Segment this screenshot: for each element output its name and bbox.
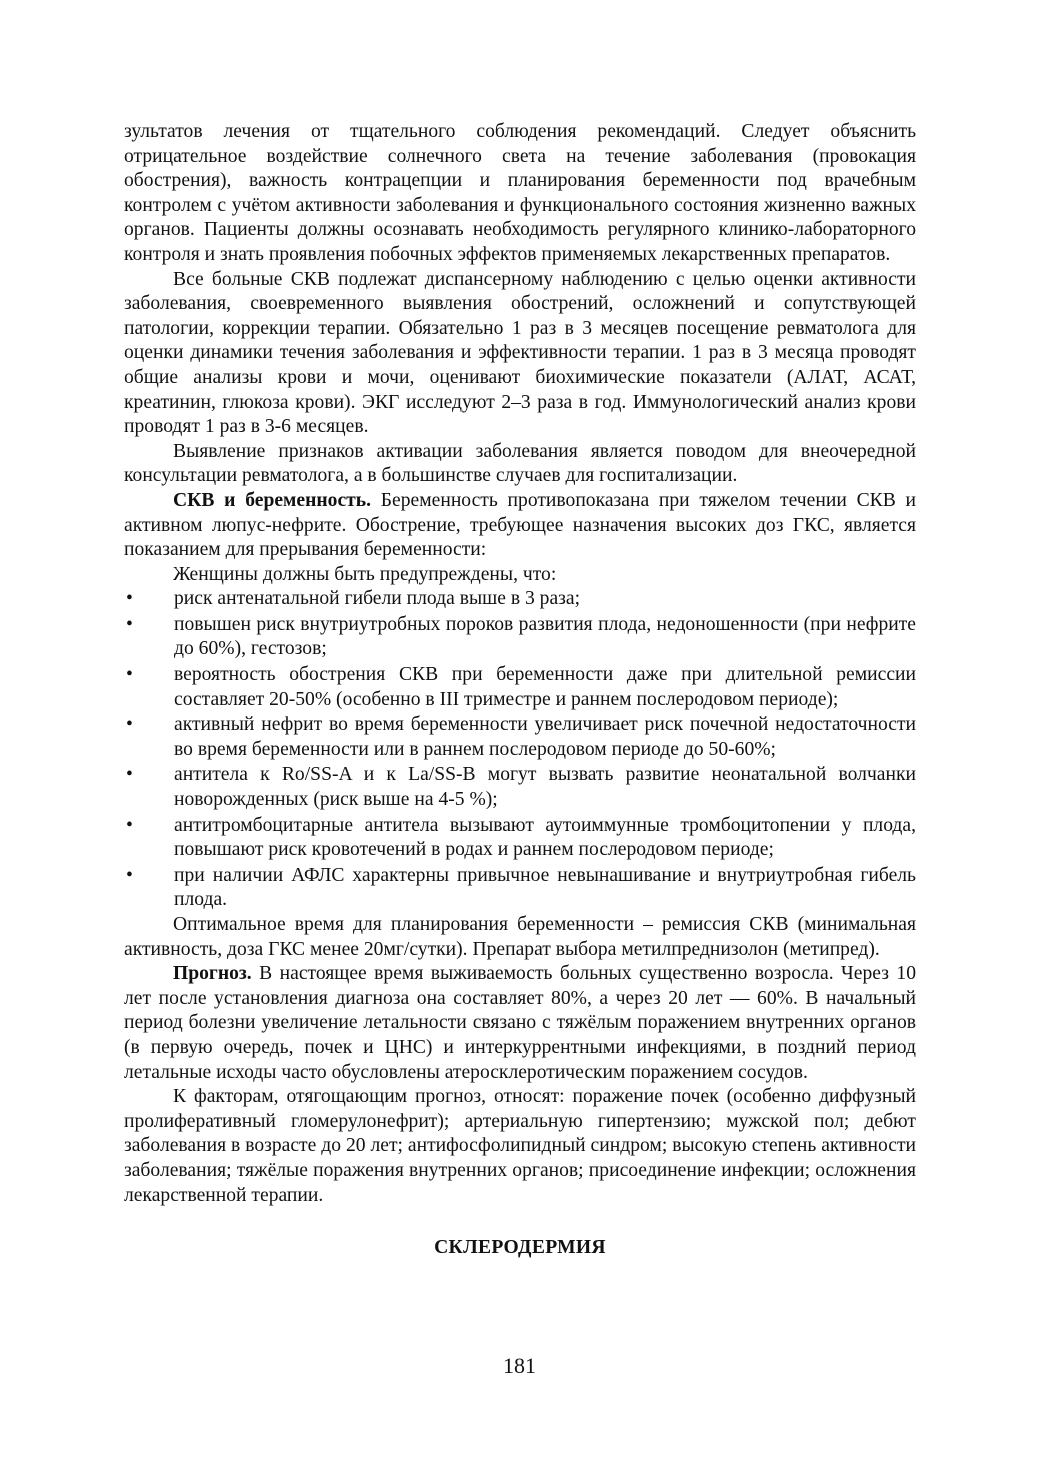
bullet-icon: • [126, 764, 133, 786]
pregnancy-text: Беременность противопоказана при тяжелом течении СКВ и активном люпус-нефрите. Обострение, требующее назначения высоких доз ГКС, является показанием для прерывания беременности: [124, 489, 917, 561]
paragraph-risk-factors: К факторам, отягощающим прогноз, относят: поражение почек (особенно диффузный пролиферативный гломерулонефрит); артериальную гипертензию; мужской пол; дебют заболевания в возрасте до 20 лет; антифосфолипидный синдром; высокую степень активности заболевания; тяжёлые поражения внутренних органов; присоединение инфекции; осложнения лекарственной терапии. [124, 1086, 916, 1206]
page-body [124, 120, 916, 1261]
list-item-text: активный нефрит во время беременности увеличивает риск почечной недостаточности во время беременности или в раннем послеродовом периоде до 50-60%; [174, 714, 916, 760]
paragraph-pregnancy [124, 489, 916, 563]
list-item-text: повышен риск внутриутробных пороков развития плода, недоношенности (при нефрите до 60%), гестозов; [174, 613, 916, 660]
list-item [124, 613, 916, 662]
list-item-text: при наличии АФЛС характерны привычное невынашивание и внутриутробная гибель плода. [174, 864, 916, 911]
prognosis-heading: Прогноз. [173, 963, 252, 985]
prognosis-text: В настоящее время выживаемость больных существенно возросла. Через 10 лет после установления диагноза она составляет 80%, а через 20 лет — 60%. В начальный период болезни увеличение летальности связано с тяжёлым поражением внутренних органов (в первую очередь, почек и ЦНС) и интеркуррентными инфекциями, в поздний период летальные исходы часто обусловлены атеросклеротическим поражением сосудов. [124, 963, 916, 1083]
paragraph-activation: Выявление признаков активации заболевания является поводом для внеочередной консультации ревматолога, а в большинстве случаев для госпитализации. [124, 440, 916, 487]
list-item [124, 587, 916, 612]
page-number: 181 [503, 1353, 536, 1378]
section-title: СКЛЕРОДЕРМИЯ [434, 1237, 606, 1259]
list-item-text: вероятность обострения СКВ при беременности даже при длительной ремиссии составляет 20-50% (особенно в III триместре и раннем послеродовом периоде); [174, 664, 916, 710]
paragraph-continuation: зультатов лечения от тщательного соблюдения рекомендаций. Следует объяснить отрицательное воздействие солнечного света на течение заболевания (провокация обострения), важность контрацепции и планирования беременности под врачебным контролем с учётом активности заболевания и функционального состояния жизненно важных органов. Пациенты должны осознавать необходимость регулярного клинико-лабораторного контроля и знать проявления побочных эффектов применяемых лекарственных препаратов. [124, 121, 916, 265]
bullet-icon: • [126, 588, 133, 610]
list-item-text: антитромбоцитарные антитела вызывают аутоиммунные тромбоцитопении у плода, повышают риск кровотечений в родах и раннем послеродовом периоде; [174, 814, 916, 861]
paragraph-dispensary: Все больные СКВ подлежат диспансерному наблюдению с целью оценки активности заболевания, своевременного выявления обострений, осложнений и сопутствующей патологии, коррекции терапии. Обязательно 1 раз в 3 месяцев посещение ревматолога для оценки динамики течения заболевания и эффективности терапии. 1 раз в 3 месяца проводят общие анализы крови и мочи, оценивают биохимические показатели (АЛАТ, АСАТ, креатинин, глюкоза крови). ЭКГ исследуют 2–3 раза в год. Иммунологический анализ крови проводят 1 раз в 3-6 месяцев. [124, 268, 916, 438]
bullet-icon: • [126, 714, 133, 736]
paragraph-optimal-time: Оптимальное время для планирования беременности – ремиссия СКВ (минимальная активность, доза ГКС менее 20мг/сутки). Препарат выбора метилпреднизолон (метипред). [124, 914, 916, 960]
paragraph-prognosis [124, 962, 916, 1085]
pregnancy-heading: СКВ и беременность. [173, 489, 372, 511]
bullet-icon: • [126, 613, 133, 635]
list-item [124, 814, 916, 863]
bullet-icon: • [126, 864, 133, 886]
list-item [124, 763, 916, 812]
risk-list [124, 587, 916, 913]
list-item [124, 663, 916, 712]
paragraph-warning-intro: Женщины должны быть предупреждены, что: [173, 563, 557, 585]
list-item-text: риск антенатальной гибели плода выше в 3 раза; [174, 588, 581, 610]
list-item-text: антитела к Ro/SS-A и к La/SS-B могут вызвать развитие неонатальной волчанки новорожденных (риск выше на 4-5 %); [174, 764, 916, 811]
list-item [124, 864, 916, 913]
bullet-icon: • [126, 814, 133, 836]
list-item [124, 713, 916, 762]
bullet-icon: • [126, 664, 133, 686]
